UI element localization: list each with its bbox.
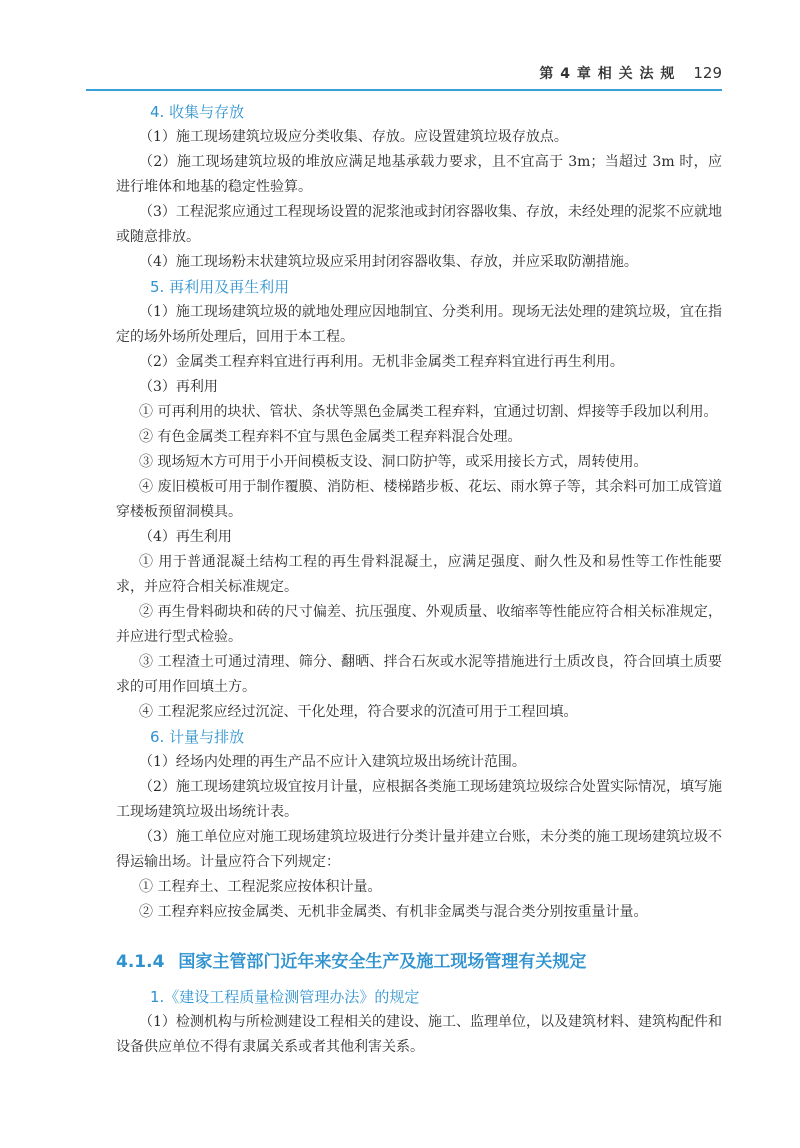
paragraph: （3）工程泥浆应通过工程现场设置的泥浆池或封闭容器收集、存放，未经处理的泥浆不应就地或随意排放。 — [116, 204, 722, 245]
paragraph: （3）施工单位应对施工现场建筑垃圾进行分类计量并建立台账，未分类的施工现场建筑垃圾不得运输出场。计量应符合下列规定： — [116, 829, 722, 870]
paragraph: ④ 工程泥浆应经过沉淀、干化处理，符合要求的沉渣可用于工程回填。 — [139, 704, 578, 720]
paragraph: （1）检测机构与所检测建设工程相关的建设、施工、监理单位，以及建筑材料、建筑构配件和设备供应单位不得有隶属关系或者其他利害关系。 — [116, 1014, 722, 1055]
paragraph: ② 再生骨料砌块和砖的尺寸偏差、抗压强度、外观质量、收缩率等性能应符合相关标准规定，并应进行型式检验。 — [116, 604, 722, 645]
paragraph: （1）施工现场建筑垃圾的就地处理应因地制宜、分类利用。现场无法处理的建筑垃圾，宜在指定的场外场所处理后，回用于本工程。 — [116, 304, 722, 345]
subheading-collection-storage: 4. 收集与存放 — [150, 103, 245, 121]
paragraph: （3）再利用 — [139, 379, 218, 395]
paragraph: ① 工程弃土、工程泥浆应按体积计量。 — [139, 879, 382, 895]
paragraph: ② 有色金属类工程弃料不宜与黑色金属类工程弃料混合处理。 — [139, 429, 522, 445]
paragraph: ① 可再利用的块状、管状、条状等黑色金属类工程弃料，宜通过切割、焊接等手段加以利用。 — [139, 404, 718, 420]
page-content — [116, 100, 722, 925]
header-rule — [86, 89, 722, 91]
subheading-measurement-discharge: 6. 计量与排放 — [150, 728, 245, 746]
paragraph: （4）再生利用 — [139, 529, 232, 545]
paragraph: （1）施工现场建筑垃圾应分类收集、存放。应设置建筑垃圾存放点。 — [139, 129, 568, 145]
page-number: 129 — [693, 64, 722, 82]
paragraph: ③ 现场短木方可用于小开间模板支设、洞口防护等，或采用接长方式，周转使用。 — [139, 454, 648, 470]
subheading-quality-testing-measures: 1.《建设工程质量检测管理办法》的规定 — [150, 988, 420, 1006]
paragraph: ③ 工程渣土可通过清理、筛分、翻晒、拌合石灰或水泥等措施进行土质改良，符合回填土质要求的可用作回填土方。 — [116, 654, 722, 695]
chapter-label: 第 4 章 相 关 法 规 — [539, 66, 676, 82]
paragraph: ① 用于普通混凝土结构工程的再生骨料混凝土，应满足强度、耐久性及和易性等工作性能要求，并应符合相关标准规定。 — [116, 554, 722, 595]
section-heading — [116, 947, 722, 977]
running-header — [86, 62, 722, 84]
section-body — [116, 985, 722, 1060]
section-number: 4.1.4 — [116, 952, 165, 972]
subheading-reuse-recycling: 5. 再利用及再生利用 — [150, 278, 290, 296]
paragraph: （2）金属类工程弃料宜进行再利用。无机非金属类工程弃料宜进行再生利用。 — [139, 354, 624, 370]
section-title: 国家主管部门近年来安全生产及施工现场管理有关规定 — [178, 952, 587, 972]
paragraph: （4）施工现场粉末状建筑垃圾应采用封闭容器收集、存放，并应采取防潮措施。 — [139, 254, 638, 270]
paragraph: （2）施工现场建筑垃圾宜按月计量，应根据各类施工现场建筑垃圾综合处置实际情况，填写施工现场建筑垃圾出场统计表。 — [116, 779, 722, 820]
paragraph: （1）经场内处理的再生产品不应计入建筑垃圾出场统计范围。 — [139, 754, 526, 770]
paragraph: ② 工程弃料应按金属类、无机非金属类、有机非金属类与混合类分别按重量计量。 — [139, 904, 648, 920]
paragraph: （2）施工现场建筑垃圾的堆放应满足地基承载力要求，且不宜高于 3m；当超过 3m 时，应进行堆体和地基的稳定性验算。 — [116, 154, 722, 195]
paragraph: ④ 废旧模板可用于制作覆膜、消防柜、楼梯踏步板、花坛、雨水箅子等，其余料可加工成管道穿楼板预留洞模具。 — [116, 479, 722, 520]
